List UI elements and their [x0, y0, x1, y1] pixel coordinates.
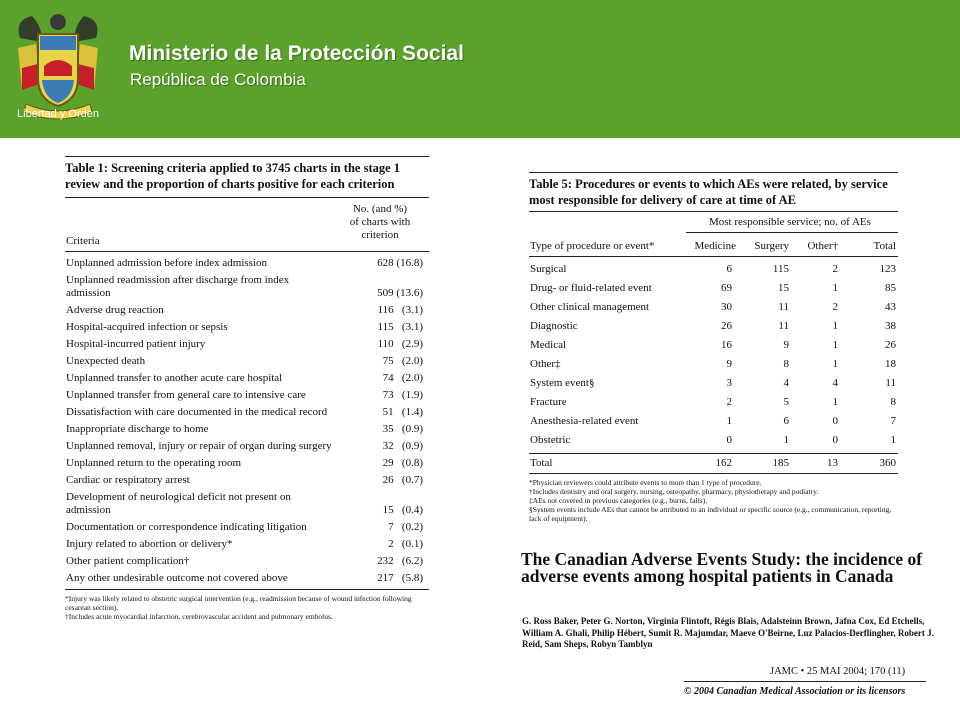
table-row [529, 317, 898, 336]
criterion-count: 2 (0.1) [388, 538, 423, 550]
table-row [65, 519, 429, 536]
table-row [65, 336, 429, 353]
table-row [529, 260, 898, 279]
criterion-count: 74 (2.0) [382, 372, 423, 384]
procedure-type: Medical [530, 339, 567, 351]
other-count: 2 [832, 263, 838, 275]
medicine-count: 3 [726, 377, 732, 389]
criterion-count: 232 (6.2) [377, 555, 423, 567]
surgery-count: 4 [783, 377, 789, 389]
criterion-label: Development of neurological deficit not present on admission [66, 491, 291, 516]
criterion-label: Cardiac or respiratory arrest [66, 474, 190, 486]
medicine-count: 0 [726, 434, 732, 446]
total-count: 11 [885, 377, 896, 389]
table-1-header [65, 198, 429, 251]
medicine-count: 26 [721, 320, 732, 332]
criterion-count: 73 (1.9) [382, 389, 423, 401]
criterion-label: Unplanned admission before index admission [66, 257, 268, 269]
divider [684, 681, 926, 682]
medicine-count: 1 [726, 415, 732, 427]
article-title: The Canadian Adverse Events Study: the incidence of adverse events among hospital patients in Canada [521, 549, 923, 586]
criterion-label: Other patient complication† [66, 555, 190, 567]
surgery-count: 5 [783, 396, 789, 408]
table-row [65, 272, 429, 302]
total-count: 123 [879, 263, 896, 275]
criterion-label: Unplanned return to the operating room [66, 457, 242, 469]
surgery-count: 8 [783, 358, 789, 370]
table-row [65, 553, 429, 570]
total-count: 8 [890, 396, 896, 408]
criterion-count: 15 (0.4) [382, 504, 423, 516]
table-row [65, 455, 429, 472]
criterion-label: Dissatisfaction with care documented in the medical record [66, 406, 328, 418]
criterion-count: 7 (0.2) [388, 521, 423, 533]
criterion-count: 32 (0.9) [382, 440, 423, 452]
total-count: 18 [885, 358, 896, 370]
criterion-count: 35 (0.9) [382, 423, 423, 435]
total-count: 85 [885, 282, 896, 294]
table-row [65, 570, 429, 587]
table-1-title: Table 1: Screening criteria applied to 3745 charts in the stage 1 review and the proportion of charts positive for each criterion [65, 161, 401, 191]
surgery-count: 11 [778, 320, 789, 332]
other-count: 1 [832, 396, 838, 408]
table-5-body [529, 260, 898, 450]
procedure-type: System event§ [530, 377, 595, 389]
service-span-header: Most responsible service; no. of AEs [529, 212, 898, 233]
medicine-count: 30 [721, 301, 732, 313]
ministry-title: Ministerio de la Protección Social [129, 42, 464, 65]
table-row [65, 489, 429, 519]
other-count: 1 [832, 320, 838, 332]
other-count: 1 [832, 282, 838, 294]
table-row [529, 393, 898, 412]
procedure-type: Other clinical management [530, 301, 650, 313]
criterion-count: 29 (0.8) [382, 457, 423, 469]
republic-subtitle: República de Colombia [130, 70, 306, 89]
procedure-type: Obstetric [530, 434, 571, 446]
procedure-type: Surgical [530, 263, 567, 275]
criterion-count: 116 (3.1) [377, 304, 423, 316]
table-1-footnotes: *Injury was likely related to obstetric surgical intervention (e.g., readmission because of wound infection following cesarean section). †Includes acute myocardial infarction, cerebrovascular accident and pulmonary embolus. [65, 594, 412, 621]
criteria-column-header: Criteria [66, 235, 100, 247]
criterion-count: 628 (16.8) [377, 257, 423, 269]
surgery-count: 9 [783, 339, 789, 351]
table-row [529, 412, 898, 431]
table-row [65, 387, 429, 404]
procedure-type: Fracture [530, 396, 567, 408]
criterion-label: Any other undesirable outcome not covered above [66, 572, 288, 584]
crest-caption: Libertad y Orden [17, 108, 99, 120]
medicine-count: 69 [721, 282, 732, 294]
table-1-body [65, 255, 429, 587]
total-count: 26 [885, 339, 896, 351]
criterion-count: 26 (0.7) [382, 474, 423, 486]
table-row [65, 421, 429, 438]
table-row [65, 302, 429, 319]
table-row [529, 355, 898, 374]
procedure-type: Diagnostic [530, 320, 578, 332]
criterion-label: Unplanned transfer to another acute care hospital [66, 372, 283, 384]
table-row [65, 472, 429, 489]
medicine-count: 9 [726, 358, 732, 370]
criterion-label: Hospital-incurred patient injury [66, 338, 206, 350]
criterion-count: 75 (2.0) [382, 355, 423, 367]
criterion-label: Documentation or correspondence indicating litigation [66, 521, 307, 533]
total-count: 43 [885, 301, 896, 313]
total-count: 1 [890, 434, 896, 446]
surgery-count: 15 [778, 282, 789, 294]
surgery-count: 115 [772, 263, 789, 275]
header-banner [0, 0, 960, 138]
criterion-label: Injury related to abortion or delivery* [66, 538, 233, 550]
criterion-label: Adverse drug reaction [66, 304, 164, 316]
copyright-notice: © 2004 Canadian Medical Association or its licensors [684, 686, 906, 697]
criterion-count: 115 (3.1) [377, 321, 423, 333]
table-5-footnotes: *Physician reviewers could attribute events to more than 1 type of procedure. †Includes dentistry and oral surgery, nursing, osteopathy, pharmacy, physiotherapy and podiatry. ‡AEs not covered in previous categories (e.g., burns, falls). §System events include AEs that cannot be attributed to an individual or specific source (e.g., communication, reporting, lack of equipment). [529, 478, 892, 523]
medicine-count: 6 [726, 263, 732, 275]
criterion-count: 217 (5.8) [377, 572, 423, 584]
table-row [65, 370, 429, 387]
table-row [529, 279, 898, 298]
criterion-label: Hospital-acquired infection or sepsis [66, 321, 228, 333]
surgery-count: 1 [783, 434, 789, 446]
criterion-label: Inappropriate discharge to home [66, 423, 209, 435]
procedure-type: Drug- or fluid-related event [530, 282, 652, 294]
table-5-column-headers: Type of procedure or event* Medicine Surgery Other† Total [530, 240, 896, 252]
table-row [529, 374, 898, 393]
table-row [529, 431, 898, 450]
surgery-count: 6 [783, 415, 789, 427]
criterion-label: Unplanned removal, injury or repair of organ during surgery [66, 440, 332, 452]
table-row [529, 298, 898, 317]
criterion-count: 110 (2.9) [377, 338, 423, 350]
other-count: 1 [832, 339, 838, 351]
surgery-count: 11 [778, 301, 789, 313]
other-count: 2 [832, 301, 838, 313]
other-count: 1 [832, 358, 838, 370]
criterion-label: Unexpected death [66, 355, 146, 367]
criterion-count: 509 (13.6) [377, 287, 423, 299]
table-row [65, 353, 429, 370]
table-row [65, 404, 429, 421]
medicine-count: 2 [726, 396, 732, 408]
criterion-label: Unplanned transfer from general care to intensive care [66, 389, 306, 401]
table-5-title: Table 5: Procedures or events to which AEs were related, by service most responsible for delivery of care at time of AE [529, 177, 888, 207]
count-column-header: No. (and %) of charts with criterion [349, 203, 411, 241]
table-5-total-row: Total 162 185 13 360 [530, 457, 896, 469]
table-row [65, 255, 429, 272]
table-row [65, 536, 429, 553]
table-row [65, 438, 429, 455]
other-count: 0 [832, 434, 838, 446]
table-row [529, 336, 898, 355]
article-authors: G. Ross Baker, Peter G. Norton, Virginia Flintoft, Régis Blais, Adalsteinn Brown, Jafna Cox, Ed Etchells, William A. Ghali, Philip Hébert, Sumit R. Majumdar, Maeve O'Beirne, Luz Palacios-Derflingher, Robert J. Reid, Sam Sheps, Robyn Tamblyn [522, 616, 934, 649]
table-1 [65, 156, 429, 621]
total-count: 7 [890, 415, 896, 427]
other-count: 4 [832, 377, 838, 389]
criterion-label: Unplanned readmission after discharge from index admission [66, 274, 290, 299]
table-5 [529, 172, 898, 523]
table-row [65, 319, 429, 336]
procedure-type: Other‡ [530, 358, 561, 370]
medicine-count: 16 [721, 339, 732, 351]
criterion-count: 51 (1.4) [382, 406, 423, 418]
procedure-type: Anesthesia-related event [530, 415, 639, 427]
journal-citation: JAMC • 25 MAI 2004; 170 (11) [770, 666, 906, 677]
total-count: 38 [885, 320, 896, 332]
other-count: 0 [832, 415, 838, 427]
